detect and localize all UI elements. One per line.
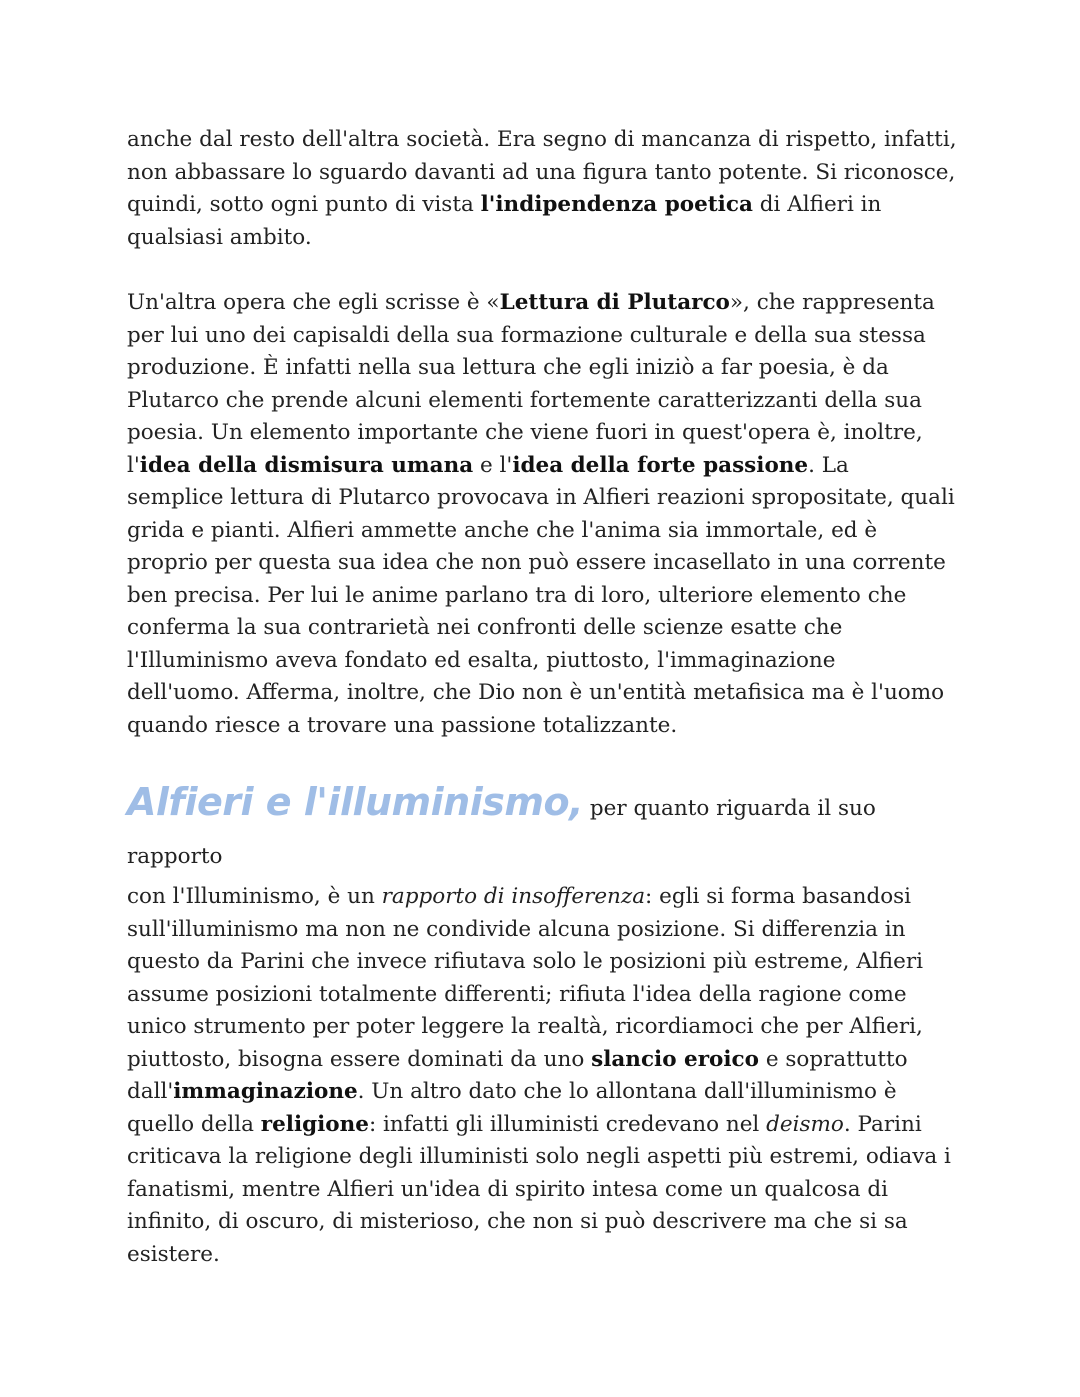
text-line: conferma la sua contrarietà nei confronti delle scienze esatte che — [127, 615, 843, 640]
text-line: : infatti gli illuministi credevano nel — [368, 1111, 767, 1137]
section-heading: Alfieri e l'illuminismo, — [127, 780, 584, 824]
bold-term: immaginazione — [173, 1079, 358, 1104]
paragraph-plutarco — [127, 287, 957, 742]
text-line: Un'altra opera che egli scrisse è « — [127, 290, 500, 315]
bold-term: idea della forte passione — [512, 452, 809, 478]
text-line: poesia. Un elemento importante che viene fuori in quest'opera è, inoltre, — [127, 420, 923, 445]
text-line: sull'illuminismo ma non ne condivide alcuna posizione. Si differenzia in — [127, 916, 906, 942]
text-line: quindi, sotto ogni punto di vista — [127, 192, 481, 217]
text-line: per lui uno dei capisaldi della sua formazione culturale e della sua stessa — [127, 322, 926, 348]
text-line: l' — [127, 452, 140, 478]
text-line: piuttosto, bisogna essere dominati da uno — [127, 1046, 592, 1072]
text-line: esistere. — [127, 1241, 220, 1267]
text-line: produzione. È infatti nella sua lettura che egli iniziò a far poesia, è da — [127, 355, 889, 380]
text-line: Plutarco che prende alcuni elementi fortemente caratterizzanti della sua — [127, 387, 922, 413]
text-line: assume posizioni totalmente differenti; rifiuta l'idea della ragione come — [127, 981, 907, 1007]
bold-term: l'indipendenza poetica — [480, 192, 753, 217]
text-line: : egli si forma basandosi — [645, 884, 912, 909]
text-line: l'Illuminismo aveva fondato ed esalta, piuttosto, l'immaginazione — [127, 647, 836, 673]
text-line: per quanto riguarda il suo rapporto — [127, 796, 876, 869]
text-line: anche dal resto dell'altra società. Era segno di mancanza di rispetto, infatti, — [127, 127, 957, 152]
text-line: », che rappresenta — [729, 290, 935, 315]
italic-term: rapporto di insofferenza — [381, 884, 646, 909]
bold-term: Lettura di Plutarco — [499, 290, 730, 315]
paragraph-illuminismo — [127, 778, 957, 1271]
bold-term: idea della dismisura umana — [139, 452, 474, 478]
text-line: quello della — [127, 1111, 261, 1137]
text-line: . Parini — [843, 1111, 922, 1137]
text-line: di Alfieri in — [752, 192, 882, 217]
paragraph-spacer — [127, 742, 957, 778]
paragraph-independence — [127, 124, 957, 254]
paragraph-spacer — [127, 254, 957, 287]
text-line: e soprattutto — [758, 1046, 908, 1072]
text-line: e l' — [473, 452, 513, 478]
text-line: proprio per questa sua idea che non può essere incasellato in una corrente — [127, 550, 946, 575]
text-line: . Un altro dato che lo allontana dall'illuminismo è — [357, 1079, 897, 1104]
heading-line — [127, 780, 876, 869]
text-line: dell'uomo. Afferma, inoltre, che Dio non è un'entità metafisica ma è l'uomo — [127, 680, 945, 705]
text-line: infinito, di oscuro, di misterioso, che non si può descrivere ma che si sa — [127, 1209, 908, 1234]
italic-term: deismo — [766, 1111, 844, 1137]
text-line: unico strumento per poter leggere la realtà, ricordiamoci che per Alfieri, — [127, 1014, 923, 1039]
document-page — [127, 124, 957, 1271]
text-line: criticava la religione degli illuministi solo negli aspetti più estremi, odiava i — [127, 1144, 951, 1169]
text-line: questo da Parini che invece rifiutava solo le posizioni più estreme, Alfieri — [127, 949, 923, 974]
text-line: non abbassare lo sguardo davanti ad una figura tanto potente. Si riconosce, — [127, 159, 956, 185]
text-line: con l'Illuminismo, è un — [127, 884, 382, 909]
text-line: grida e pianti. Alfieri ammette anche che l'anima sia immortale, ed è — [127, 517, 878, 543]
text-line: qualsiasi ambito. — [127, 224, 312, 250]
text-line: . La — [808, 452, 849, 478]
bold-term: slancio eroico — [591, 1046, 759, 1072]
text-line: semplice lettura di Plutarco provocava in Alfieri reazioni spropositate, quali — [127, 485, 955, 510]
text-line: ben precisa. Per lui le anime parlano tra di loro, ulteriore elemento che — [127, 582, 907, 608]
text-line: quando riesce a trovare una passione totalizzante. — [127, 712, 678, 738]
bold-term: religione — [260, 1111, 369, 1137]
text-line: fanatismi, mentre Alfieri un'idea di spirito intesa come un qualcosa di — [127, 1176, 888, 1202]
text-line: dall' — [127, 1079, 174, 1104]
